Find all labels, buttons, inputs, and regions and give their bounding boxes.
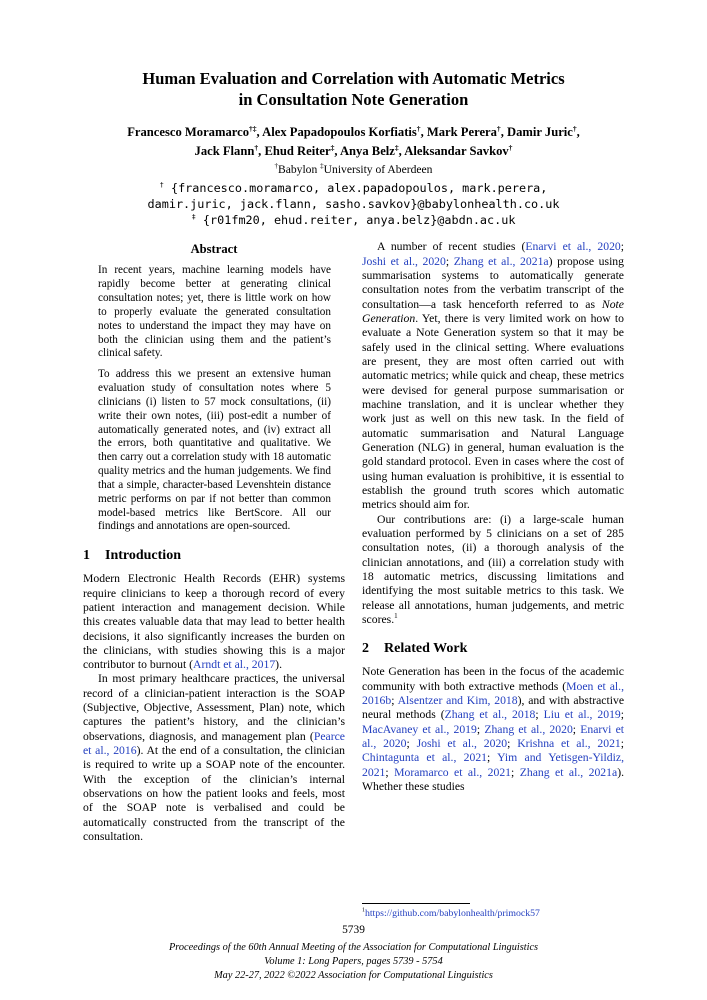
superscript-mark: † — [572, 123, 577, 133]
citation-link[interactable]: Pearce et al., 2016 — [83, 729, 345, 758]
superscript-mark: ‡ — [330, 142, 335, 152]
proceedings-line-2: Volume 1: Long Papers, pages 5739 - 5754 — [264, 956, 443, 968]
body-paragraph: Modern Electronic Health Records (EHR) systems require clinicians to keep a thorough record of every patient interaction and management decision. While this creates valuable data that may lead to better health decisions, it also significantly increases the burden on the clinicians, with studies showing this is a major contributor to burnout (Arndt et al., 2017). — [83, 572, 345, 672]
body-paragraph: In most primary healthcare practices, the universal record of a clinician-patient interaction is the SOAP (Subjective, Objective, Assessment, Plan) note, which captures the patient’s history, and the clinician’s observations, diagnosis, and management plan (Pearce et al., 2016). At the end of a consultation, the clinician is required to write up a SOAP note of the encounter. With the exception of the clinician’s internal observations on how the patient looks and feels, most of the SOAP note is verbalised and could be automatically constructed from the transcript of the consultation. — [83, 672, 345, 844]
superscript-mark: ‡ — [320, 161, 324, 170]
author-line-2: Jack Flann†, Ehud Reiter‡, Anya Belz‡, Aleksandar Savkov† — [194, 142, 513, 158]
paper-title-line2: in Consultation Note Generation — [238, 90, 469, 110]
email-line-3: ‡ {r01fm20, ehud.reiter, anya.belz}@abdn.ac.uk — [191, 212, 516, 228]
citation-link[interactable]: Zhang et al., 2021a — [453, 254, 549, 268]
superscript-mark: † — [159, 179, 164, 189]
superscript-mark: † — [254, 142, 259, 152]
abstract-paragraph: To address this we present an extensive human evaluation study of consultation notes where 5 clinicians (i) listen to 57 mock consultations, (ii) write their own notes, (iii) post-edit a number of automatically generated notes, and (iv) extract all the errors, both quantitative and qualitative. We then carry out a correlation study with 18 automatic quality metrics and the human judgements. We find that a simple, character-based Levenshtein distance metric performs on par if not better than common model-based metrics like BertScore. All our findings and annotations are open-sourced. — [98, 368, 331, 533]
superscript-mark: † — [508, 142, 513, 152]
url-link[interactable]: https://github.com/babylonhealth/primock57 — [364, 907, 540, 919]
section-number: 1 — [83, 548, 90, 564]
author-line-1: Francesco Moramarco†‡, Alex Papadopoulos Korfiatis†, Mark Perera†, Damir Juric†, — [127, 123, 580, 139]
paper-title-line1: Human Evaluation and Correlation with Automatic Metrics — [142, 69, 565, 88]
citation-link[interactable]: Moramarco et al., 2021 — [394, 765, 512, 779]
section-title: Introduction — [105, 548, 181, 564]
author-list — [83, 123, 624, 161]
body-paragraph: Our contributions are: (i) a large-scale human evaluation performed by 5 clinicians on a set of 285 consultation notes, (ii) a thorough analysis of the clinician annotations, and (iii) a correlation study with 18 automatic metrics, discussing limitations and identifying the most suitable metrics to this task. We release all annotations, human judgements, and metric scores.$^1$ — [362, 512, 624, 626]
citation-link[interactable]: Zhang et al., 2020 — [484, 722, 573, 736]
proceedings-line-3: May 22-27, 2022 ©2022 Association for Computational Linguistics — [214, 970, 493, 982]
superscript-mark: † — [274, 161, 278, 170]
body-paragraph: A number of recent studies (Enarvi et al., 2020; Joshi et al., 2020; Zhang et al., 2021a) propose using summarisation systems to automatically generate consultation notes from the verbatim transcript of the consultation—a task henceforth referred to as Note Generation. Yet, there is very limited work on how to evaluate a Note Generation system so that it may be safely used in the clinical setting. Where evaluations are present, they are most often carried out with automatic metrics; while quick and cheap, these metrics were devised for general purpose summarisation or machine translation, and it is unclear whether they work just as well on this new task. In the field of automatic summarisation and Natural Language Generation (NLG) in general, human evaluation is the gold standard protocol. Even in cases where the cost of using human evaluation is prohibitive, it is essential to establish the ground truth scores which automatic metrics should aim for. — [362, 240, 624, 512]
page-number: 5739 — [342, 924, 365, 937]
citation-link[interactable]: Enarvi et al., 2020 — [362, 722, 624, 750]
superscript-mark: †‡ — [249, 123, 257, 133]
superscript-mark: ‡ — [191, 212, 196, 222]
proceedings-line-1: Proceedings of the 60th Annual Meeting of the Association for Computational Linguistics — [168, 942, 539, 954]
abstract-heading: Abstract — [190, 242, 238, 257]
citation-link[interactable]: Alsentzer and Kim, 2018 — [397, 693, 518, 707]
italic-text: Note Generation — [362, 297, 624, 326]
citation-link[interactable]: Zhang et al., 2021a — [519, 765, 618, 779]
paper-header — [83, 68, 624, 228]
footnote-area — [362, 897, 624, 921]
citation-link[interactable]: MacAvaney et al., 2019 — [362, 722, 477, 736]
citation-link[interactable]: Liu et al., 2019 — [543, 708, 621, 722]
footnote-rule — [362, 903, 470, 904]
citation-link[interactable]: Enarvi et al., 2020 — [525, 240, 621, 254]
footnote-text — [362, 908, 624, 921]
page-footer — [83, 924, 624, 983]
section-heading-related-work — [362, 641, 624, 657]
email-line-1: † {francesco.moramarco, alex.papadopoulos, mark.perera, — [159, 179, 548, 195]
superscript-mark: 1 — [362, 907, 365, 914]
section-number: 2 — [362, 641, 369, 657]
section-title: Related Work — [384, 641, 468, 657]
superscript-mark: † — [496, 123, 501, 133]
citation-link[interactable]: Moen et al., 2016b — [362, 679, 624, 707]
superscript-mark: † — [416, 123, 421, 133]
citation-link[interactable]: Arndt et al., 2017 — [193, 658, 276, 672]
citation-link[interactable]: Joshi et al., 2020 — [362, 254, 446, 268]
citation-link[interactable]: Joshi et al., 2020 — [416, 736, 508, 750]
email-block — [83, 180, 624, 229]
left-column — [83, 240, 345, 920]
superscript-mark: 1 — [394, 612, 398, 621]
paper-title — [83, 68, 624, 111]
citation-link[interactable]: Zhang et al., 2018 — [444, 708, 536, 722]
email-line-2: damir.juric, jack.flann, sasho.savkov}@babylonhealth.co.uk — [147, 196, 560, 211]
body-paragraph: Note Generation has been in the focus of the academic community with both extractive methods (Moen et al., 2016b; Alsentzer and Kim, 2018), and with abstractive neural methods (Zhang et al., 2018; Liu et al., 2019; MacAvaney et al., 2019; Zhang et al., 2020; Enarvi et al., 2020; Joshi et al., 2020; Krishna et al., 2021; Chintagunta et al., 2021; Yim and Yetisgen-Yildiz, 2021; Moramarco et al., 2021; Zhang et al., 2021a). Whether these studies — [362, 665, 624, 793]
citation-link[interactable]: Krishna et al., 2021 — [517, 736, 621, 750]
citation-link[interactable]: Chintagunta et al., 2021 — [362, 751, 488, 765]
abstract-body — [83, 264, 345, 534]
abstract-paragraph: In recent years, machine learning models have rapidly become better at generating clinical consultation notes; yet, there is little work on how to properly evaluate the generated consultation notes to understand the impact they may have on both the clinician using them and the patient’s clinical safety. — [98, 264, 331, 360]
citation-link[interactable]: Yim and Yetisgen-Yildiz, 2021 — [362, 751, 624, 779]
affiliation-line: †Babylon ‡University of Aberdeen — [274, 161, 433, 176]
two-column-body — [83, 240, 624, 920]
section-heading-introduction — [83, 548, 345, 564]
superscript-mark: ‡ — [394, 142, 399, 152]
right-column — [362, 240, 624, 920]
